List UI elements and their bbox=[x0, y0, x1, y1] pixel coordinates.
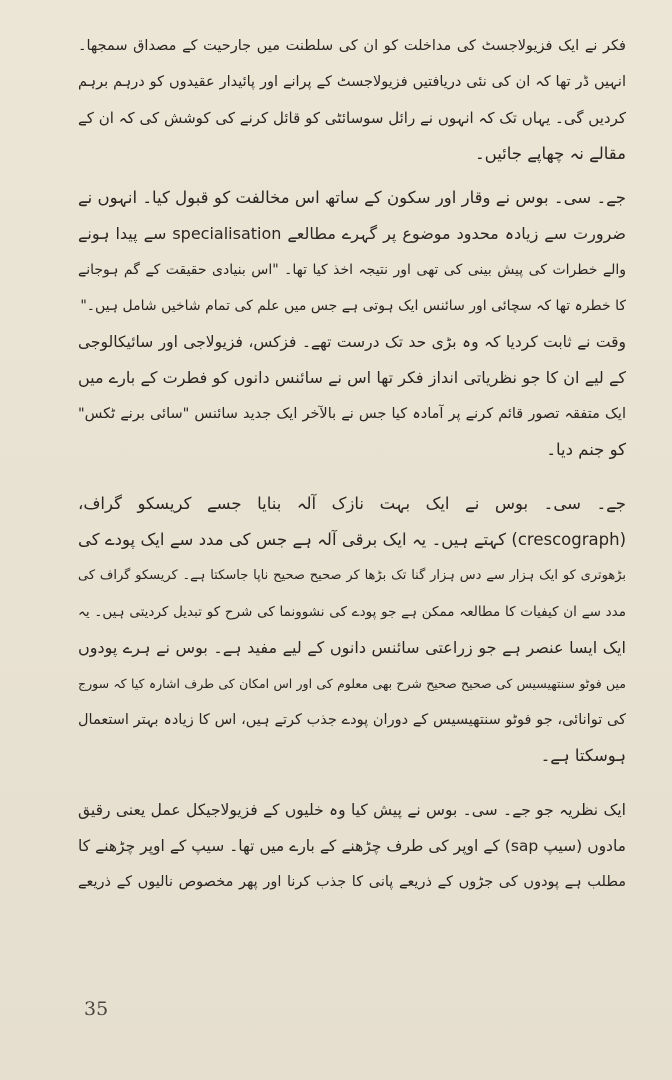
paragraph-4 bbox=[78, 486, 626, 774]
text-line: کی توانائی، جو فوٹو سنتھیسیس کے دوران پودے جذب کرتے ہیں، اس کا زیادہ بہتر استعمال bbox=[78, 712, 626, 728]
text-line: کو جنم دیا۔ bbox=[546, 440, 626, 459]
text-line: کردیں گی۔ یہاں تک کہ انہوں نے رائل سوسائٹی کو قائل کرنے کی کوشش کی کہ ان کے bbox=[78, 109, 626, 127]
text-line: والے خطرات کی پیش بینی کی تھی اور نتیجہ اخذ کیا تھا۔ "اس بنیادی حقیقت کے گم ہوجانے bbox=[78, 262, 626, 278]
text-line: ایک نظریہ جو جے۔ سی۔ بوس نے پیش کیا وہ خلیوں کے فزیولاجیکل عمل یعنی رقیق bbox=[78, 801, 626, 819]
text-line: ہوسکتا ہے۔ bbox=[540, 746, 626, 765]
page-number: 35 bbox=[84, 998, 109, 1020]
text-line: ضرورت سے زیادہ محدود موضوع پر گہرے مطالعے specialisation سے پیدا ہونے bbox=[78, 224, 626, 243]
text-line: مدد سے ان کیفیات کا مطالعہ ممکن ہے جو پودے کی نشوونما کی شرح کو تبدیل کردیتی ہیں۔ یہ bbox=[78, 604, 626, 620]
text-line: کا خطرہ تھا کہ سچائی اور سائنس ایک ہوتی ہے جس میں علم کی تمام شاخیں شامل ہیں۔" bbox=[80, 298, 626, 314]
urdu-text-column bbox=[78, 28, 626, 900]
paragraph-2 bbox=[78, 180, 626, 324]
text-line: کے لیے ان کا جو نظریاتی انداز فکر تھا اس نے سائنس دانوں کو فطرت کے بارے میں bbox=[78, 368, 626, 387]
text-line: ایک ایسا عنصر ہے جو زراعتی سائنس دانوں کے لیے مفید ہے۔ بوس نے ہرے پودوں bbox=[78, 638, 626, 657]
text-line: جے۔ سی۔ بوس نے ایک بہت نازک آلہ بنایا جسے کریسکو گراف، bbox=[78, 494, 626, 513]
text-line: بڑھوتری کو ایک ہزار سے دس ہزار گنا تک بڑھا کر صحیح صحیح ناپا جاسکتا ہے۔ کریسکو گراف کی bbox=[78, 568, 626, 583]
paragraph-5 bbox=[78, 792, 626, 900]
text-line: جے۔ سی۔ بوس نے وقار اور سکون کے ساتھ اس مخالفت کو قبول کیا۔ انہوں نے bbox=[78, 188, 626, 207]
text-line: مادوں (سیپ sap) کے اوپر کی طرف چڑھنے کے بارے میں تھا۔ سیپ کے اوپر چڑھنے کا bbox=[78, 837, 626, 855]
text-line: وقت نے ثابت کردیا کہ وہ بڑی حد تک درست تھے۔ فزکس، فزیولاجی اور سائیکالوجی bbox=[78, 333, 626, 351]
text-line: (crescograph) کہتے ہیں۔ یہ ایک برقی آلہ ہے جس کی مدد سے ایک پودے کی bbox=[78, 530, 626, 549]
text-line: میں فوٹو سنتھیسیس کی صحیح صحیح شرح بھی معلوم کی اور اس امکان کی طرف اشارہ کیا کہ سورج bbox=[78, 676, 626, 691]
text-line: فکر نے ایک فزیولاجسٹ کی مداخلت کو ان کی سلطنت میں جارحیت کے مصداق سمجھا۔ bbox=[78, 38, 626, 54]
text-line: مقالے نہ چھاپے جائیں۔ bbox=[474, 144, 626, 163]
text-line: مطلب ہے پودوں کی جڑوں کے ذریعے پانی کا جذب کرنا اور پھر مخصوص نالیوں کے ذریعے bbox=[78, 874, 626, 890]
text-line: ایک متفقہ تصور قائم کرنے پر آمادہ کیا جس نے بالآخر ایک جدید سائنس "سائی برنے ٹکس" bbox=[78, 406, 626, 422]
text-line: انہیں ڈر تھا کہ ان کی نئی دریافتیں فزیولاجسٹ کے پرانے اور پائیدار عقیدوں کو درہم برہم bbox=[78, 74, 626, 90]
paragraph-1 bbox=[78, 28, 626, 172]
paragraph-3 bbox=[78, 324, 626, 468]
